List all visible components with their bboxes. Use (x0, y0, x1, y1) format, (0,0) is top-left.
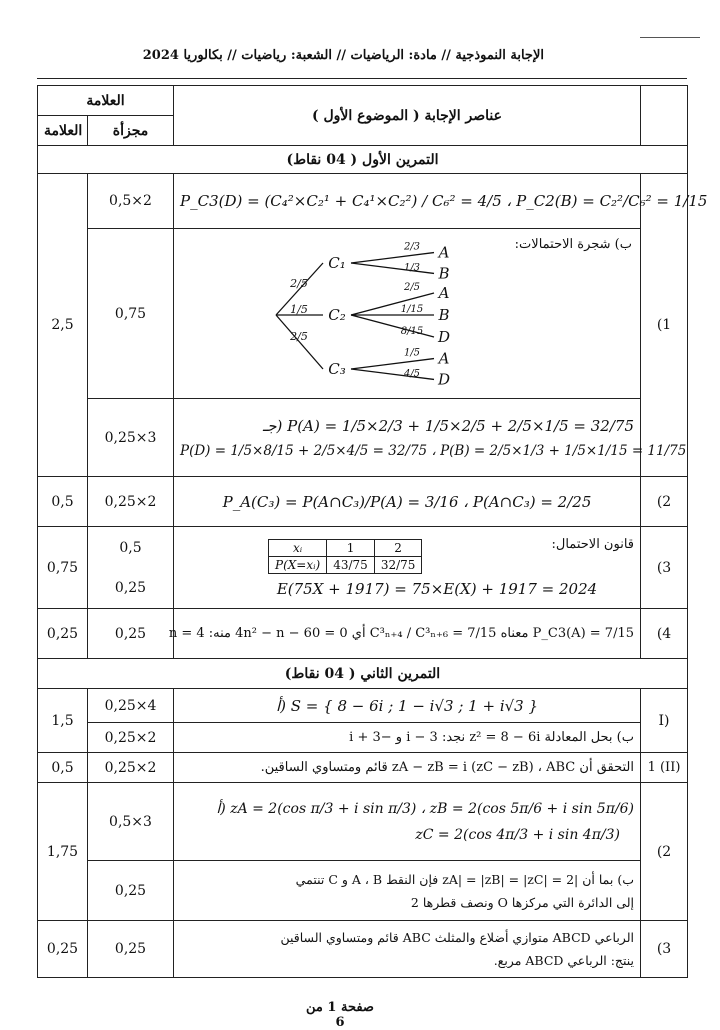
tree-branch-1-2 (351, 263, 434, 273)
II2b-answer (174, 861, 641, 921)
II3-answer (174, 921, 641, 978)
tree-node-2: C₂ (328, 306, 346, 324)
q1-total-grade: 2,5 (38, 174, 88, 477)
II3-line2: ينتج: الرباعي ABCD مربع. (493, 953, 634, 968)
q3-total-grade: 0,75 (38, 527, 88, 609)
tree-branch-1-1 (351, 253, 434, 263)
Ib-partial: 0,25×2 (88, 723, 174, 753)
q1c-line1: جـ) P(A) = 1/5×2/3 + 1/5×2/5 + 2/5×1/5 = 32/75 (262, 416, 634, 435)
answer-table (37, 85, 708, 978)
q4-total-grade: 0,25 (38, 609, 88, 659)
tree-subprob-1-1: 2/3 (403, 241, 421, 253)
q1b-partial: 0,75 (88, 229, 174, 399)
partial-grade-header: مجزأة (88, 116, 174, 146)
q2-total-grade: 0,5 (38, 477, 88, 527)
q3-partial-1: 0,5 (119, 539, 142, 556)
q1a-answer (174, 174, 708, 229)
II3-line1: الرباعي ABCD متوازي أضلاع والمثلث ABC قائم ومتساوي الساقين (280, 930, 634, 945)
page-footer: صفحة 1 من 6 (306, 1000, 374, 1030)
tree-prob-1: 2/5 (290, 277, 308, 290)
law-value-1: 43/75 (327, 557, 375, 574)
tree-prob-3: 2/5 (290, 330, 308, 343)
law-header-x: xᵢ (269, 540, 327, 557)
q1b-answer (174, 229, 641, 399)
tree-subprob-2-3: 8/15 (400, 326, 424, 337)
q2-partial: 0,25×2 (88, 477, 174, 527)
q1b-label: ب) شجرة الاحتمالات: (514, 237, 632, 252)
II1-partial: 0,25×2 (88, 753, 174, 783)
tree-leaf-2-2: B (438, 306, 450, 324)
exercise2-title: التمرين الثاني ( 04 نقاط) (38, 659, 688, 689)
answer-elements-header: عناصر الإجابة ( الموضوع الأول ) (174, 86, 641, 146)
q4-partial: 0,25 (88, 609, 174, 659)
II1-text: التحقق أن zA − zB = i (zC − zB) ، ABC قائم ومتساوي الساقين. (260, 760, 634, 775)
tree-node-3: C₃ (328, 360, 346, 378)
q1a-formula: P_C3(D) = (C₄²×C₂¹ + C₄¹×C₂²) / C₆² = 4/5 ، P_C2(B) = C₂²/C₆² = 1/15 (180, 192, 708, 210)
q3-expectation: E(75X + 1917) = 75×E(X) + 1917 = 2024 (276, 580, 598, 598)
tree-branch-3-2 (351, 369, 434, 379)
q1c-line2: P(D) = 1/5×8/15 + 2/5×4/5 = 32/75 ، P(B) = 2/5×1/3 + 1/5×1/15 = 11/75 (180, 442, 687, 459)
q3-partial-2: 0,25 (114, 579, 147, 596)
q2-formula: P_A(C₃) = P(A∩C₃)/P(A) = 3/16 ، P(A∩C₃) = 2/25 (222, 492, 592, 511)
q1a-partial: 0,5×2 (88, 174, 174, 229)
Ia-answer (174, 689, 641, 723)
Ib-roots: ب) بحل المعادلة z² = 8 − 6i نجد: 3 − i و −3 + i (349, 730, 634, 745)
II1-total-grade: 0,5 (38, 753, 88, 783)
tree-subprob-3-2: 4/5 (403, 368, 421, 380)
II1-number: 1 (II) (641, 753, 688, 783)
II3-total-grade: 0,25 (38, 921, 88, 978)
q3-law-label: قانون الاحتمال: (551, 537, 634, 552)
II1-answer (174, 753, 641, 783)
II2-number: (2 (641, 783, 688, 921)
tree-leaf-3-2: D (437, 370, 451, 389)
q2-number: (2 (641, 477, 688, 527)
q3-number: (3 (641, 527, 688, 609)
tree-leaf-2-1: A (438, 284, 450, 302)
tree-leaf-3-1: A (438, 349, 450, 368)
q2-answer (174, 477, 641, 527)
II2-total-grade: 1,75 (38, 783, 88, 921)
grade-header: العلامة (38, 86, 174, 116)
II2a-partial: 0,5×3 (88, 783, 174, 861)
question-number-header (641, 86, 688, 146)
q1-number: (1 (641, 174, 688, 477)
II2a-line2: zC = 2(cos 4π/3 + i sin 4π/3) (415, 826, 620, 843)
q1c-partial: 0,25×3 (88, 399, 174, 477)
probability-tree (176, 229, 636, 397)
q1c-answer (174, 399, 687, 477)
page-header: الإجابة النموذجية // مادة: الرياضيات // الشعبة: رياضيات // بكالوريا 2024 (142, 48, 544, 63)
probability-law-table (268, 539, 422, 574)
II2a-answer (174, 783, 641, 861)
tree-leaf-2-3: D (437, 328, 451, 346)
tree-subprob-3-1: 1/5 (403, 347, 421, 359)
tree-leaf-1-2: B (438, 264, 450, 283)
q3-partials (88, 527, 174, 609)
tree-node-1: C₁ (328, 254, 346, 272)
I-total-grade: 1,5 (38, 689, 88, 753)
II2b-line2: إلى الدائرة التي مركزها O ونصف قطرها 2 (410, 894, 634, 910)
tree-subprob-2-2: 1/15 (400, 304, 424, 315)
tree-branch-3-1 (351, 359, 434, 369)
II3-number: (3 (641, 921, 688, 978)
q3-answer (174, 527, 641, 609)
exercise1-title: التمرين الأول ( 04 نقاط) (38, 146, 688, 174)
top-rule-mark (640, 37, 700, 38)
Ib-answer (174, 723, 641, 753)
law-row-label: P(X=xᵢ) (269, 557, 327, 574)
I-number: I) (641, 689, 688, 753)
II2a-line1: أ) zA = 2(cos π/3 + i sin π/3) ، zB = 2(cos 5π/6 + i sin 5π/6) (216, 800, 634, 817)
law-header-1: 1 (327, 540, 375, 557)
tree-leaf-1-1: A (438, 243, 450, 262)
II2b-partial: 0,25 (88, 861, 174, 921)
q4-formula: P_C3(A) = 7/15 معناه C³ₙ₊₄ / C³ₙ₊₆ = 7/15 أي 4n² − n − 60 = 0 منه: n = 4 (168, 626, 634, 641)
law-value-2: 32/75 (374, 557, 422, 574)
tree-prob-2: 1/5 (290, 303, 308, 316)
Ia-solution-set: أ) S = { 8 − 6i ; 1 − i√3 ; 1 + i√3 } (275, 696, 539, 715)
II3-partial: 0,25 (88, 921, 174, 978)
total-grade-header: العلامة (38, 116, 88, 146)
tree-subprob-1-2: 1/3 (403, 262, 421, 274)
q4-number: (4 (641, 609, 688, 659)
q4-answer (168, 609, 641, 659)
header-rule (37, 78, 687, 79)
II2b-line1: ب) بما أن |zA| = |zB| = |zC| = 2 فإن النقط A ، B و C تنتمي (295, 871, 634, 887)
law-header-2: 2 (374, 540, 422, 557)
Ia-partial: 0,25×4 (88, 689, 174, 723)
tree-subprob-2-1: 2/5 (403, 282, 421, 293)
